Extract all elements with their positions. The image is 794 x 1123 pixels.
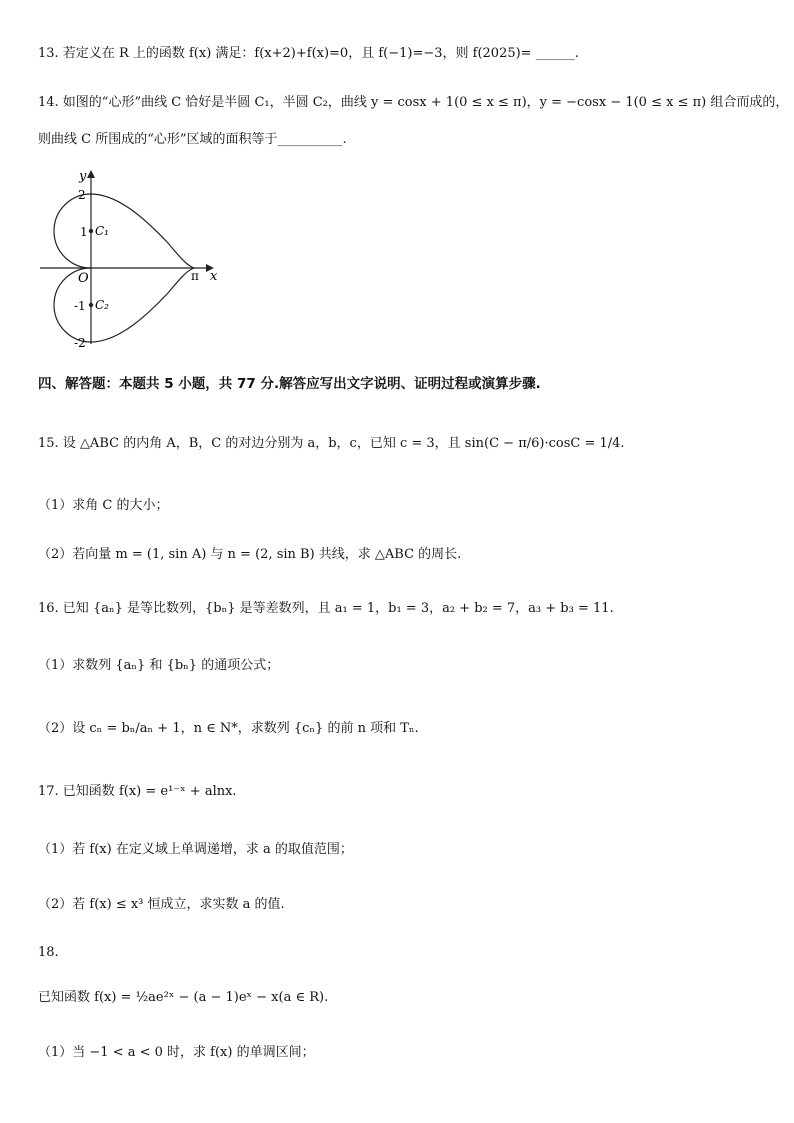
tick-label-minus-2: -2 <box>74 336 86 350</box>
origin-label: O <box>78 271 89 286</box>
question-13: 13. 若定义在 R 上的函数 f(x) 满足：f(x+2)+f(x)=0，且 f(−1)=−3，则 f(2025)= ______. <box>38 46 579 61</box>
question-16-part-1: （1）求数列 {aₙ} 和 {bₙ} 的通项公式； <box>38 658 280 673</box>
y-axis-arrow <box>87 170 95 178</box>
question-15-part-2: （2）若向量 m = (1, sin A) 与 n = (2, sin B) 共线，求 △ABC 的周长. <box>38 547 462 562</box>
question-17-part-2: （2）若 f(x) ≤ x³ 恒成立，求实数 a 的值. <box>38 897 285 912</box>
question-18: 已知函数 f(x) = ½ae²ˣ − (a − 1)eˣ − x(a ∈ R). <box>38 990 329 1005</box>
tick-label-minus-1: -1 <box>74 299 86 313</box>
y-axis-label: y <box>79 169 87 184</box>
question-15: 15. 设 △ABC 的内角 A，B，C 的对边分别为 a，b，c，已知 c = 3，且 sin(C − π/6)·cosC = 1/4. <box>38 436 625 451</box>
label-c1: C₁ <box>95 224 109 238</box>
question-15-part-1: （1）求角 C 的大小； <box>38 498 169 513</box>
point-c2 <box>89 303 93 307</box>
question-18-number: 18. <box>38 945 59 960</box>
heart-curve-figure <box>38 168 228 354</box>
question-17: 17. 已知函数 f(x) = e¹⁻ˣ + alnx. <box>38 784 237 799</box>
question-14-line-1: 14. 如图的“心形”曲线 C 恰好是半圆 C₁，半圆 C₂，曲线 y = cosx + 1(0 ≤ x ≤ π)，y = −cosx − 1(0 ≤ x ≤ π) 组合而成的， <box>38 95 789 110</box>
question-17-part-1: （1）若 f(x) 在定义域上单调递增，求 a 的取值范围； <box>38 842 353 857</box>
question-16-part-2: （2）设 cₙ = bₙ/aₙ + 1，n ∈ N*，求数列 {cₙ} 的前 n 项和 Tₙ. <box>38 721 419 736</box>
question-14-line-2: 则曲线 C 所围成的“心形”区域的面积等于__________. <box>38 132 347 147</box>
tick-label-1: 1 <box>80 225 88 239</box>
x-axis-label: x <box>210 269 218 284</box>
question-18-part-1: （1）当 −1 < a < 0 时，求 f(x) 的单调区间； <box>38 1045 315 1060</box>
label-c2: C₂ <box>95 298 109 312</box>
tick-label-2: 2 <box>78 188 86 202</box>
point-c1 <box>89 229 93 233</box>
tick-label-pi: π <box>191 269 199 283</box>
question-16: 16. 已知 {aₙ} 是等比数列，{bₙ} 是等差数列，且 a₁ = 1，b₁ = 3，a₂ + b₂ = 7，a₃ + b₃ = 11. <box>38 601 614 616</box>
section-4-heading: 四、解答题：本题共 5 小题，共 77 分.解答应写出文字说明、证明过程或演算步骤. <box>38 376 541 392</box>
